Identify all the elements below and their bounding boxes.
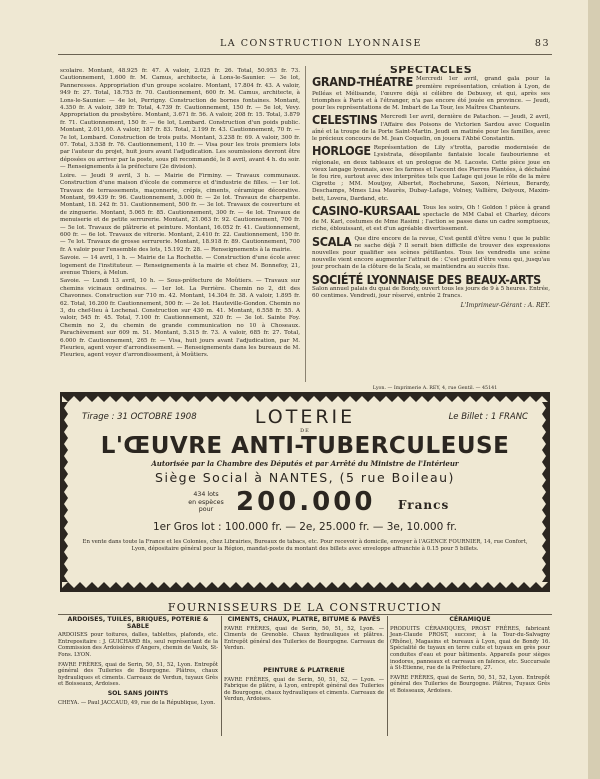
prize-currency: Francs	[398, 498, 450, 512]
lots-pour: pour	[198, 506, 214, 513]
supplier-entry: FAVRE FRÈRES, quai de Serin, 50, 51, 52, Lyon. Entrepôt général des Tuileries de Bourgogne. Plâtres, Tuyaux Grès et Boisseaux, Ardoises.	[390, 674, 550, 694]
lots-count: 434 lots	[193, 491, 219, 498]
lottery-title: LOTERIE	[254, 406, 356, 428]
supplier-entry: FAVRE FRÈRES, quai de Serin, 50, 51, 52, Lyon. — Ciments de Grenoble. Chaux hydrauliques et plâtres. Entrepôt général des Tuileries de Bourgogne. Carreaux de Verdun.	[224, 625, 384, 652]
tender-paragraph: Loire. — Jeudi 9 avril, 3 h. — Mairie de Firminy. — Travaux communaux. Construction d'une maison d'école de commerce et d'industrie de filles. — 1er lot. Travaux de terrassements, maçonnerie, crépis, ciments, céramique décorative. Montant, 99.439 fr. 96. Cautionnement, 3.000 fr. — 2e lot. Travaux de charpente. Montant, 18. 242 fr. 51. Cautionnement, 500 fr. — 3e lot. Travaux de couverture et de zinguerie. Montant, 5.065 fr. 85. Cautionnement, 300 fr. — 4e lot. Travaux de menuiserie et de petite serrurerie. Montant, 21.063 fr. 92. Cautionnement, 700 fr. — 5e lot. Travaux de plâtrerie et peinture. Montant, 16.052 fr. 41. Cautionnement, 600 fr. — 6e lot. Travaux de vitrerie. Montant, 2.410 fr. 22. Cautionnement, 150 fr. — 7e lot. Travaux de grosse serrurerie. Montant, 18.918 fr. 89. Cautionnement, 700 fr. A valoir pour l'ensemble des lots, 15.192 fr. 28. — Renseignements à la mairie.	[60, 172, 300, 253]
printer-signature: L'Imprimeur-Gérant : A. REY.	[460, 302, 550, 310]
page-number: 83	[534, 38, 550, 49]
supplier-heading: ARDOISES, TUILES, BRIQUES, POTERIE & SABLE	[67, 616, 209, 630]
lottery-advertisement	[60, 392, 550, 592]
ticket-price: Le Billet : 1 FRANC	[448, 412, 528, 422]
tender-paragraph: Savoie. — Lundi 13 avril, 10 h. — Sous-préfecture de Moûtiers. — Travaux sur chemins vicinaux ordinaires. — 1er lot. La Perrière. Chemin no 2, dit des Chavonnes. Construction sur 710 m. 42. Montant, 14.304 fr. 38. A valoir, 1.895 fr. 62. Total, 16.200 fr. Cautionnement, 500 fr. — 2e lot. Hauteville-Gondon. Chemin no 3, du chef-lieu à Lochenal. Construction sur 430 m. 41. Montant, 6.558 fr. 55. A valoir, 545 fr. 45. Total, 7.100 fr. Cautionnement, 320 fr. — 3e lot. Sainte Foy. Chemin no 2, du chemin de grande communication no 10 à Choseaux. Parachèvement sur 609 m. 51. Montant, 5.315 fr. 73. A valoir, 685 fr. 27. Total, 6.000 fr. Cautionnement, 265 fr. — Visa, huit jours avant l'adjudication, par M. Fleurieu, agent voyer d'arrondissement. — Renseignements dans les bureaux de M. Fleurieu, agent voyer d'arrondissement, à Moûtiers.	[60, 278, 300, 359]
spectacles-title: SPECTACLES	[389, 66, 473, 76]
spectacles-column	[312, 66, 550, 396]
venue-text: Tous les soirs, Oh ! Goldon ! pièce à grand spectacle de MM Cabal et Charley, décors de M. Karl, costumes de Mme Rasimi ; l'action se passe dans un cadre somptueux, riche, éblouissant, et est d'un agréable divertissement.	[312, 204, 550, 233]
venue-name: HORLOGE	[312, 143, 371, 159]
venue-name: GRAND-THÉATRE	[312, 74, 414, 90]
venue-text: Représentation de Lily s'trotta, parodie modernisée de Lysistrata, désopilante fantaisie locale faubourienne et régionale, en deux tableaux et un prologue de M. Lacoste. Cette pièce joue en vieux langage lyonnais, avec les farmes et l'accent des Pierres Plantées, à déchaîné le fou rire, surtout avec des interprètes tels que Lafage qui joue le rôle de la mère Cigrette ; MM. Moutjoy, Albertet, Rochebrune, Saxon, Nérieux, Berardy, Deschamps, Mmes Lisa Maurès, Dubay-Lafage, Volney, Vallière, Delyoux, Maxim-bett, Lovera, Dardand, etc.	[312, 145, 550, 202]
authorization-line: Autorisée par la Chambre des Députés et par Arrêté du Ministre de l'Intérieur	[151, 459, 459, 468]
lottery-top-row	[76, 406, 534, 428]
printer-imprint: Lyon. — Imprimerie A. REY, 4, rue Gentil. — 45141	[372, 386, 498, 391]
venue-text: Mercredi 1er avril, dernière de Patachon. — Jeudi, 2 avril, l'Affaire des Poisons de Victorien Sardou avec Coquelin aîné et la troupe de la Porte Saint-Martin. Jeudi en matinée pour les familles, avec le précieux concours de M. Jean Coquelin, on jouera l'Abbé Constantin.	[312, 114, 550, 143]
supplier-entry: CHEYA. — Paul JACCAUD, 49, rue de la République, Lyon.	[58, 699, 216, 706]
venue-name: SOCIÉTÉ LYONNAISE DES BEAUX-ARTS	[312, 271, 541, 287]
header-title: LA CONSTRUCTION LYONNAISE	[220, 38, 422, 49]
registered-office: Siège Social à NANTES, (5 rue Boileau)	[155, 470, 455, 485]
venue-name: CELESTINS	[312, 112, 378, 128]
venue-name: SCALA	[312, 233, 352, 249]
lots-kind: en espèces	[188, 498, 224, 506]
supplier-entry: ARDOISES pour toitures, dalles, tablettes, plafonds, etc. Entrepositaire : J. GUICHARD fils, seul représentant de la Commission des Ardoisières d'Angers, chemin de Vaulx, St-Fons. LYON.	[58, 632, 218, 658]
tender-paragraph: scolaire. Montant, 48.925 fr. 47. A valoir, 2.025 fr. 26. Total, 50.953 fr. 73. Cautionnement, 1.600 fr. M. Camus, architecte, à Lons-le-Saunier. — 3e lot, Panneresses. Appropriation d'un groupe scolaire. Montant, 17.804 fr. 43. A valoir, 949 fr. 27. Total, 18.753 fr. 70. Cautionnement, 600 fr. M. Camus, architecte, à Lons-le-Saunier. — 4e lot, Perrigny. Construction de bornes fontaines. Montant, 4.350 fr. A valoir, 389 fr. Total, 4.739 fr. Cautionnement, 150 fr. — 5e lot, Vevy. Appropriation du presbytère. Montant, 3.671 fr. 56. A valoir, 208 fr. 15. Total, 3.879 fr. 71. Cautionnement, 150 fr. — 6e lot, Lombard. Construction d'un poids public. Montant, 2.011,60. A valoir, 187 fr. 83. Total, 2.199 fr. 43. Cautionnement, 70 fr. — 7e lot, Lombard. Construction de trois puits. Montant, 3.238 fr. 69. A valoir, 300 fr. 07. Total, 3.538 fr. 76. Cautionnement, 110 fr. — Visa pour les trois premiers lots par l'auteur du projet, huit jours avant l'adjudication. Les soumissions devront être déposées ou arriver par la poste, sous pli recommandé, le 8 avril, avant 4 h. du soir. — Renseignements à la préfecture (2e division).	[60, 68, 300, 171]
supplier-entry: PRODUITS CÉRAMIQUES, PROST FRÈRES, fabricant Jean-Claude PROST, succesr, à la Tour-du-Salvagny (Rhône), Magasins et bureaux à Lyon, quai de Bondy 16. Spécialité de tuyaux en terre cuite et tuyaux en grès pour conduites d'eau et pour bâtiments. Appareils pour sièges inodores, panneaux et carreaux en faïence, etc. Succursale à St-Etienne, rue de la Préfecture, 27.	[390, 625, 550, 672]
supplier-divider	[221, 616, 222, 736]
zigzag-border-top	[62, 394, 548, 402]
spectacle-entry	[312, 114, 550, 143]
lottery-heading: L'ŒUVRE ANTI-TUBERCULEUSE	[100, 433, 510, 459]
spectacle-entry	[312, 271, 550, 300]
lots-label	[176, 491, 236, 514]
prize-block	[76, 487, 534, 521]
supplier-heading: SOL SANS JOINTS	[107, 689, 169, 697]
supplier-column	[224, 614, 384, 706]
tenders-column	[60, 68, 300, 368]
spectacle-entry	[312, 76, 550, 112]
draw-date: Tirage : 31 OCTOBRE 1908	[82, 412, 197, 422]
tender-paragraph: Savoie. — 14 avril, 1 h. — Mairie de La Rochette. — Construction d'une école avec logement de l'instituteur. — Renseignements à la mairie et chez M. Bonnefoy, 21, avenue Thiers, à Melun.	[60, 255, 300, 276]
supplier-column	[390, 614, 550, 698]
main-prizes: 1er Gros lot : 100.000 fr. — 2e, 25.000 fr. — 3e, 10.000 fr.	[153, 521, 457, 533]
spectacle-entry	[312, 202, 550, 234]
page-edge	[588, 0, 600, 779]
supplier-entry: FAVRE FRÈRES, quai de Serin, 50, 51, 52, Lyon. Entrepôt général des Tuileries de Bourgogne. Plâtres, chaux hydrauliques et ciments. Carreaux de Verdun, tuyaux Grès et Boisseaux, Ardoises.	[58, 661, 218, 688]
column-divider	[305, 66, 306, 382]
supplier-column	[58, 614, 218, 709]
venue-text: Mercredi 1er avril, grand gala pour la première représentation, création à Lyon, de Pelléas et Mélisande, l'œuvre déjà si célèbre de Debussy, et qui, après ses triomphes à Paris et à l'étranger, n'a pas encore été jouée en province. — Jeudi, pour les représentations de M. Imbart de La Tour, les Maîtres Chanteurs.	[312, 76, 550, 112]
zigzag-border-bottom	[62, 582, 548, 590]
venue-text: Que dire encore de la revue, C'est gentil d'être venu ! que le public ne sache déjà ? Il serait bien difficile de trouver des expressions nouvelles pour qualifier ses scènes pétillantes. Tous les vendredis une scène nouvelle vient encore augmenter l'attrait de : C'est gentil d'être venu qui, jusqu'au jour prochain de la clôture de la Scala, se maintiendra au succès fixe.	[312, 235, 550, 271]
spectacle-entry	[312, 145, 550, 203]
venue-name: CASINO-KURSAAL	[312, 202, 420, 218]
sales-note: En vente dans toute la France et les Colonies, chez Librairies, Bureaux de tabacs, etc. Pour recevoir à domicile, envoyer à l'AGENCE FOURNIER, 14, rue Confort, Lyon, dépositaire général pour la Région, mandat-poste du montant des billets avec enveloppe affranchie à 0.15 pour 5 billets.	[82, 539, 528, 552]
supplier-entry: FAVRE FRÈRES, quai de Serin, 50, 51, 52, — Lyon. — Fabrique de plâtre, à Lyon, entrepôt général des Tuileries de Bourgogne, chaux hydrauliques et ciments. Carreaux de Verdun, Ardoises.	[224, 676, 384, 703]
supplier-divider	[387, 616, 388, 736]
suppliers-title: FOURNISSEURS DE LA CONSTRUCTION	[167, 601, 443, 614]
supplier-heading: CÉRAMIQUE	[449, 616, 491, 623]
supplier-heading: CIMENTS, CHAUX, PLATRE, BITUME & PAVÉS	[227, 616, 381, 623]
lottery-content	[76, 406, 534, 578]
header-rule	[58, 54, 552, 55]
supplier-heading: PEINTURE & PLATRERIE	[263, 666, 345, 674]
venue-text: Salon annuel palais du quai de Bondy, ouvert tous les jours de 9 à 5 heures. Entrée, 60 centimes. Vendredi, jour réservé, entrée 2 francs.	[312, 285, 550, 299]
spectacle-entry	[312, 233, 550, 272]
zigzag-border-left	[62, 402, 70, 582]
lottery-de: DE	[300, 428, 310, 434]
zigzag-border-right	[540, 402, 548, 582]
prize-amount: 200.000	[236, 487, 376, 517]
